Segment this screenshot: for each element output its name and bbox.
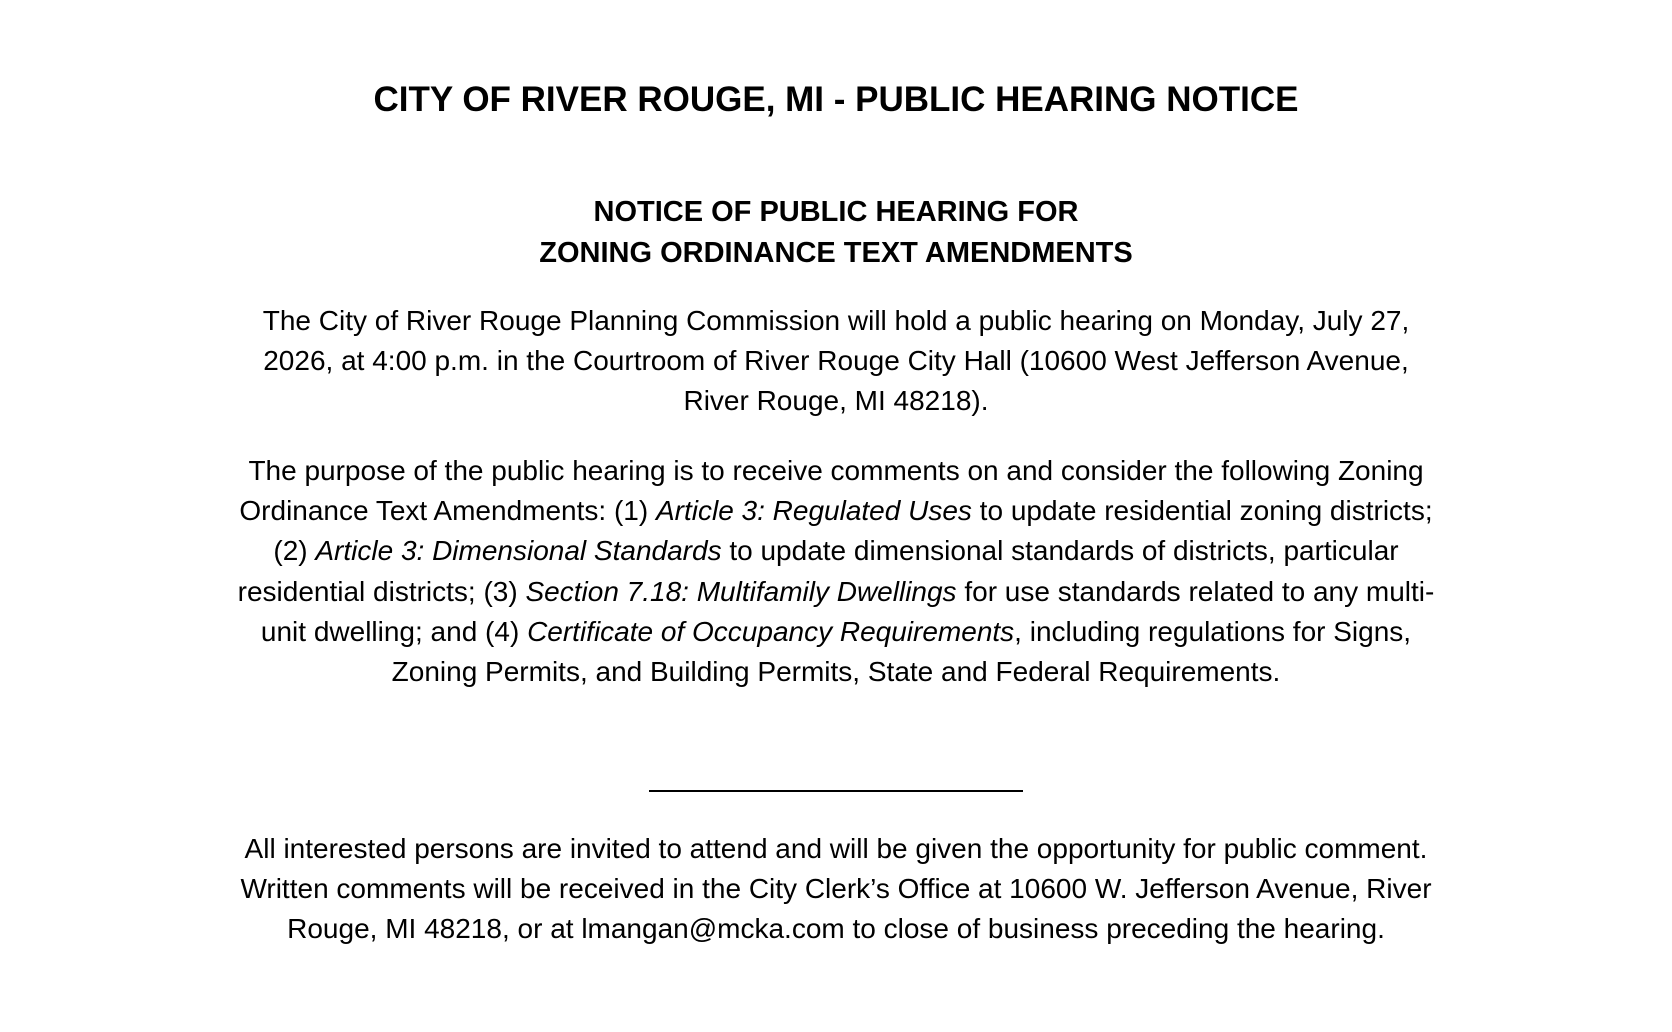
purpose-text-4: for use standards related to any multi-unit dwelling; and (4) [260, 575, 1435, 647]
notice-subtitle [0, 192, 1672, 274]
subtitle-line-1: NOTICE OF PUBLIC HEARING FOR [593, 196, 1079, 228]
amendment-4-title: Certificate of Occupancy Requirements [527, 615, 1015, 647]
divider [0, 775, 1672, 803]
divider-line [649, 790, 1023, 792]
comment-paragraph: All interested persons are invited to attend and will be given the opportunity for public comment. Written comments will be received in the City Clerk’s Office at 10600 W. Jefferson Avenue, River Rouge, MI 48218, or at lmangan@mcka.com to close of business preceding the hearing. [240, 833, 1432, 945]
purpose-text-1: The purpose of the public hearing is to receive comments on and consider the following Zoning Ordinance Text Amendments: (1) [239, 455, 1424, 527]
amendment-1-title: Article 3: Regulated Uses [655, 495, 972, 527]
page-title: CITY OF RIVER ROUGE, MI - PUBLIC HEARING NOTICE [373, 80, 1299, 119]
purpose-text-5: , including regulations for Signs, Zoning Permits, and Building Permits, State and Federal Requirements. [391, 615, 1412, 688]
amendment-3-title: Section 7.18: Multifamily Dwellings [525, 575, 957, 607]
subtitle-line-2: ZONING ORDINANCE TEXT AMENDMENTS [539, 237, 1133, 269]
hearing-details-paragraph: The City of River Rouge Planning Commission will hold a public hearing on Monday, July 27, 2026, at 4:00 p.m. in the Courtroom of River Rouge City Hall (10600 West Jefferson Avenue, River Rouge, MI 48218). [262, 305, 1410, 417]
amendment-2-title: Article 3: Dimensional Standards [315, 535, 722, 567]
purpose-text-3: to update dimensional standards of districts, particular residential districts; (3) [237, 535, 1399, 607]
purpose-text-2: to update residential zoning districts; (2) [273, 495, 1433, 567]
purpose-paragraph [236, 451, 1436, 692]
